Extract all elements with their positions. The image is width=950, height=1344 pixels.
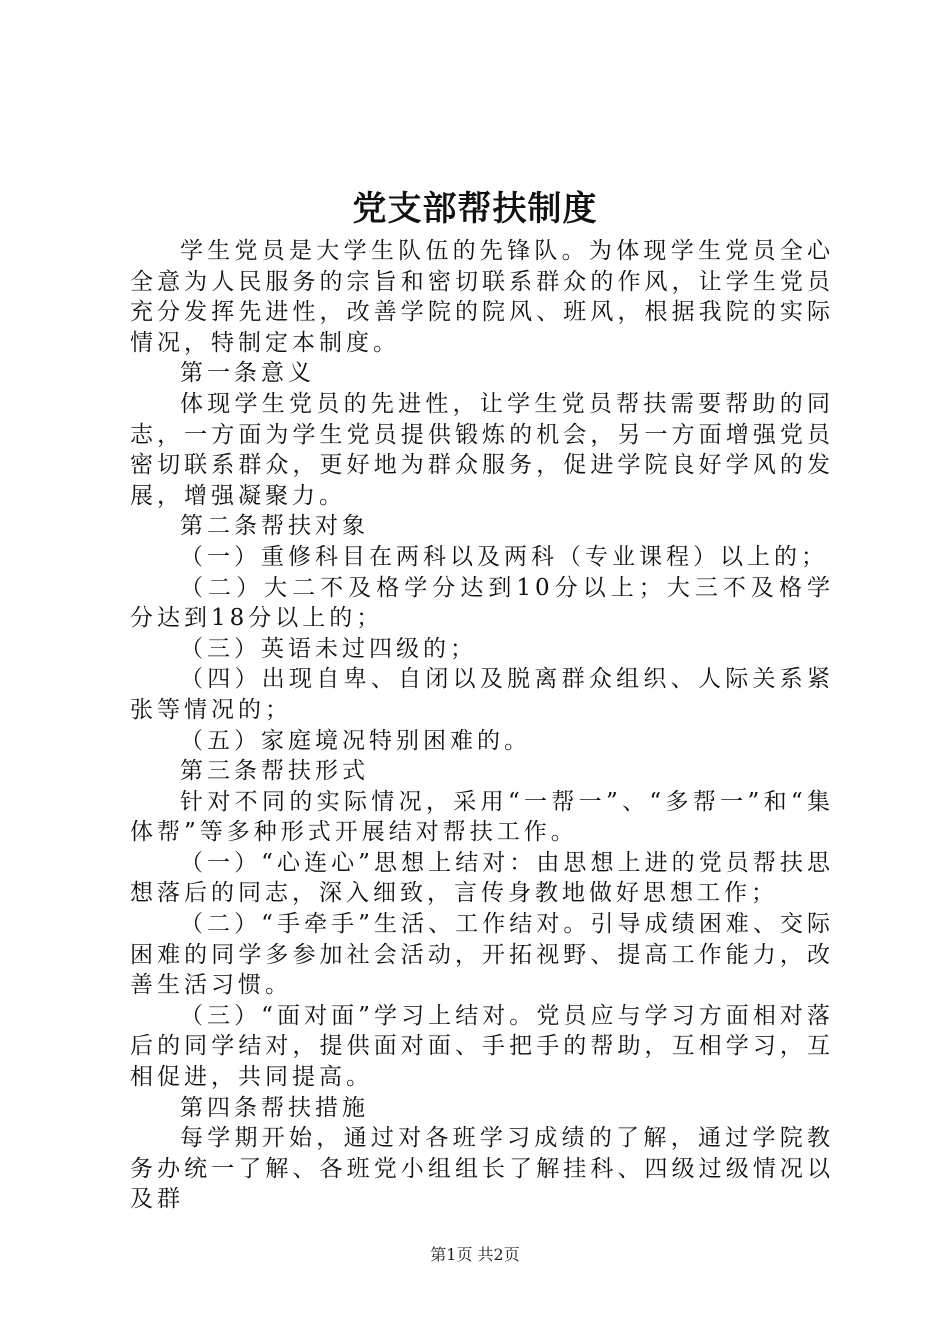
article-3-item-2: （二）“手牵手”生活、工作结对。引导成绩困难、交际困难的同学多参加社会活动，开拓视野、提高工作能力，改善生活习惯。 bbox=[130, 911, 834, 999]
document-body bbox=[130, 236, 834, 1215]
article-4-heading: 第四条帮扶措施 bbox=[180, 1094, 369, 1121]
article-4-paragraph: 每学期开始，通过对各班学习成绩的了解，通过学院教务办统一了解、各班党小组组长了解挂科、四级过级情况以及群 bbox=[130, 1125, 834, 1213]
article-1-heading: 第一条意义 bbox=[180, 360, 315, 387]
article-2-item-5: （五）家庭境况特别困难的。 bbox=[180, 727, 531, 754]
article-2-item-1: （一）重修科目在两科以及两科（专业课程）以上的； bbox=[180, 543, 828, 570]
page-footer: 第1页 共2页 bbox=[430, 1245, 520, 1264]
intro-paragraph: 学生党员是大学生队伍的先锋队。为体现学生党员全心全意为人民服务的宗旨和密切联系群众的作风，让学生党员充分发挥先进性，改善学院的院风、班风，根据我院的实际情况，特制定本制度。 bbox=[130, 238, 834, 356]
article-3-heading: 第三条帮扶形式 bbox=[180, 758, 369, 785]
article-2-heading: 第二条帮扶对象 bbox=[180, 513, 369, 540]
article-3-item-3: （三）“面对面”学习上结对。党员应与学习方面相对落后的同学结对，提供面对面、手把手的帮助，互相学习，互相促进，共同提高。 bbox=[130, 1002, 834, 1091]
article-3-item-1: （一）“心连心”思想上结对：由思想上进的党员帮扶思想落后的同志，深入细致，言传身教地做好思想工作； bbox=[130, 849, 834, 907]
article-1-paragraph: 体现学生党员的先进性，让学生党员帮扶需要帮助的同志，一方面为学生党员提供锻炼的机会，另一方面增强党员密切联系群众，更好地为群众服务，促进学院良好学风的发展，增强凝聚力。 bbox=[130, 390, 834, 509]
article-2-item-4: （四）出现自卑、自闭以及脱离群众组织、人际关系紧张等情况的； bbox=[130, 666, 834, 723]
document-title: 党支部帮扶制度 bbox=[352, 189, 598, 229]
article-2-item-3: （三）英语未过四级的； bbox=[180, 635, 477, 662]
article-2-item-2: （二）大二不及格学分达到10分以上；大三不及格学分达到18分以上的； bbox=[130, 574, 834, 632]
article-3-paragraph: 针对不同的实际情况，采用“一帮一”、“多帮一”和“集体帮”等多种形式开展结对帮扶工作。 bbox=[130, 788, 834, 846]
